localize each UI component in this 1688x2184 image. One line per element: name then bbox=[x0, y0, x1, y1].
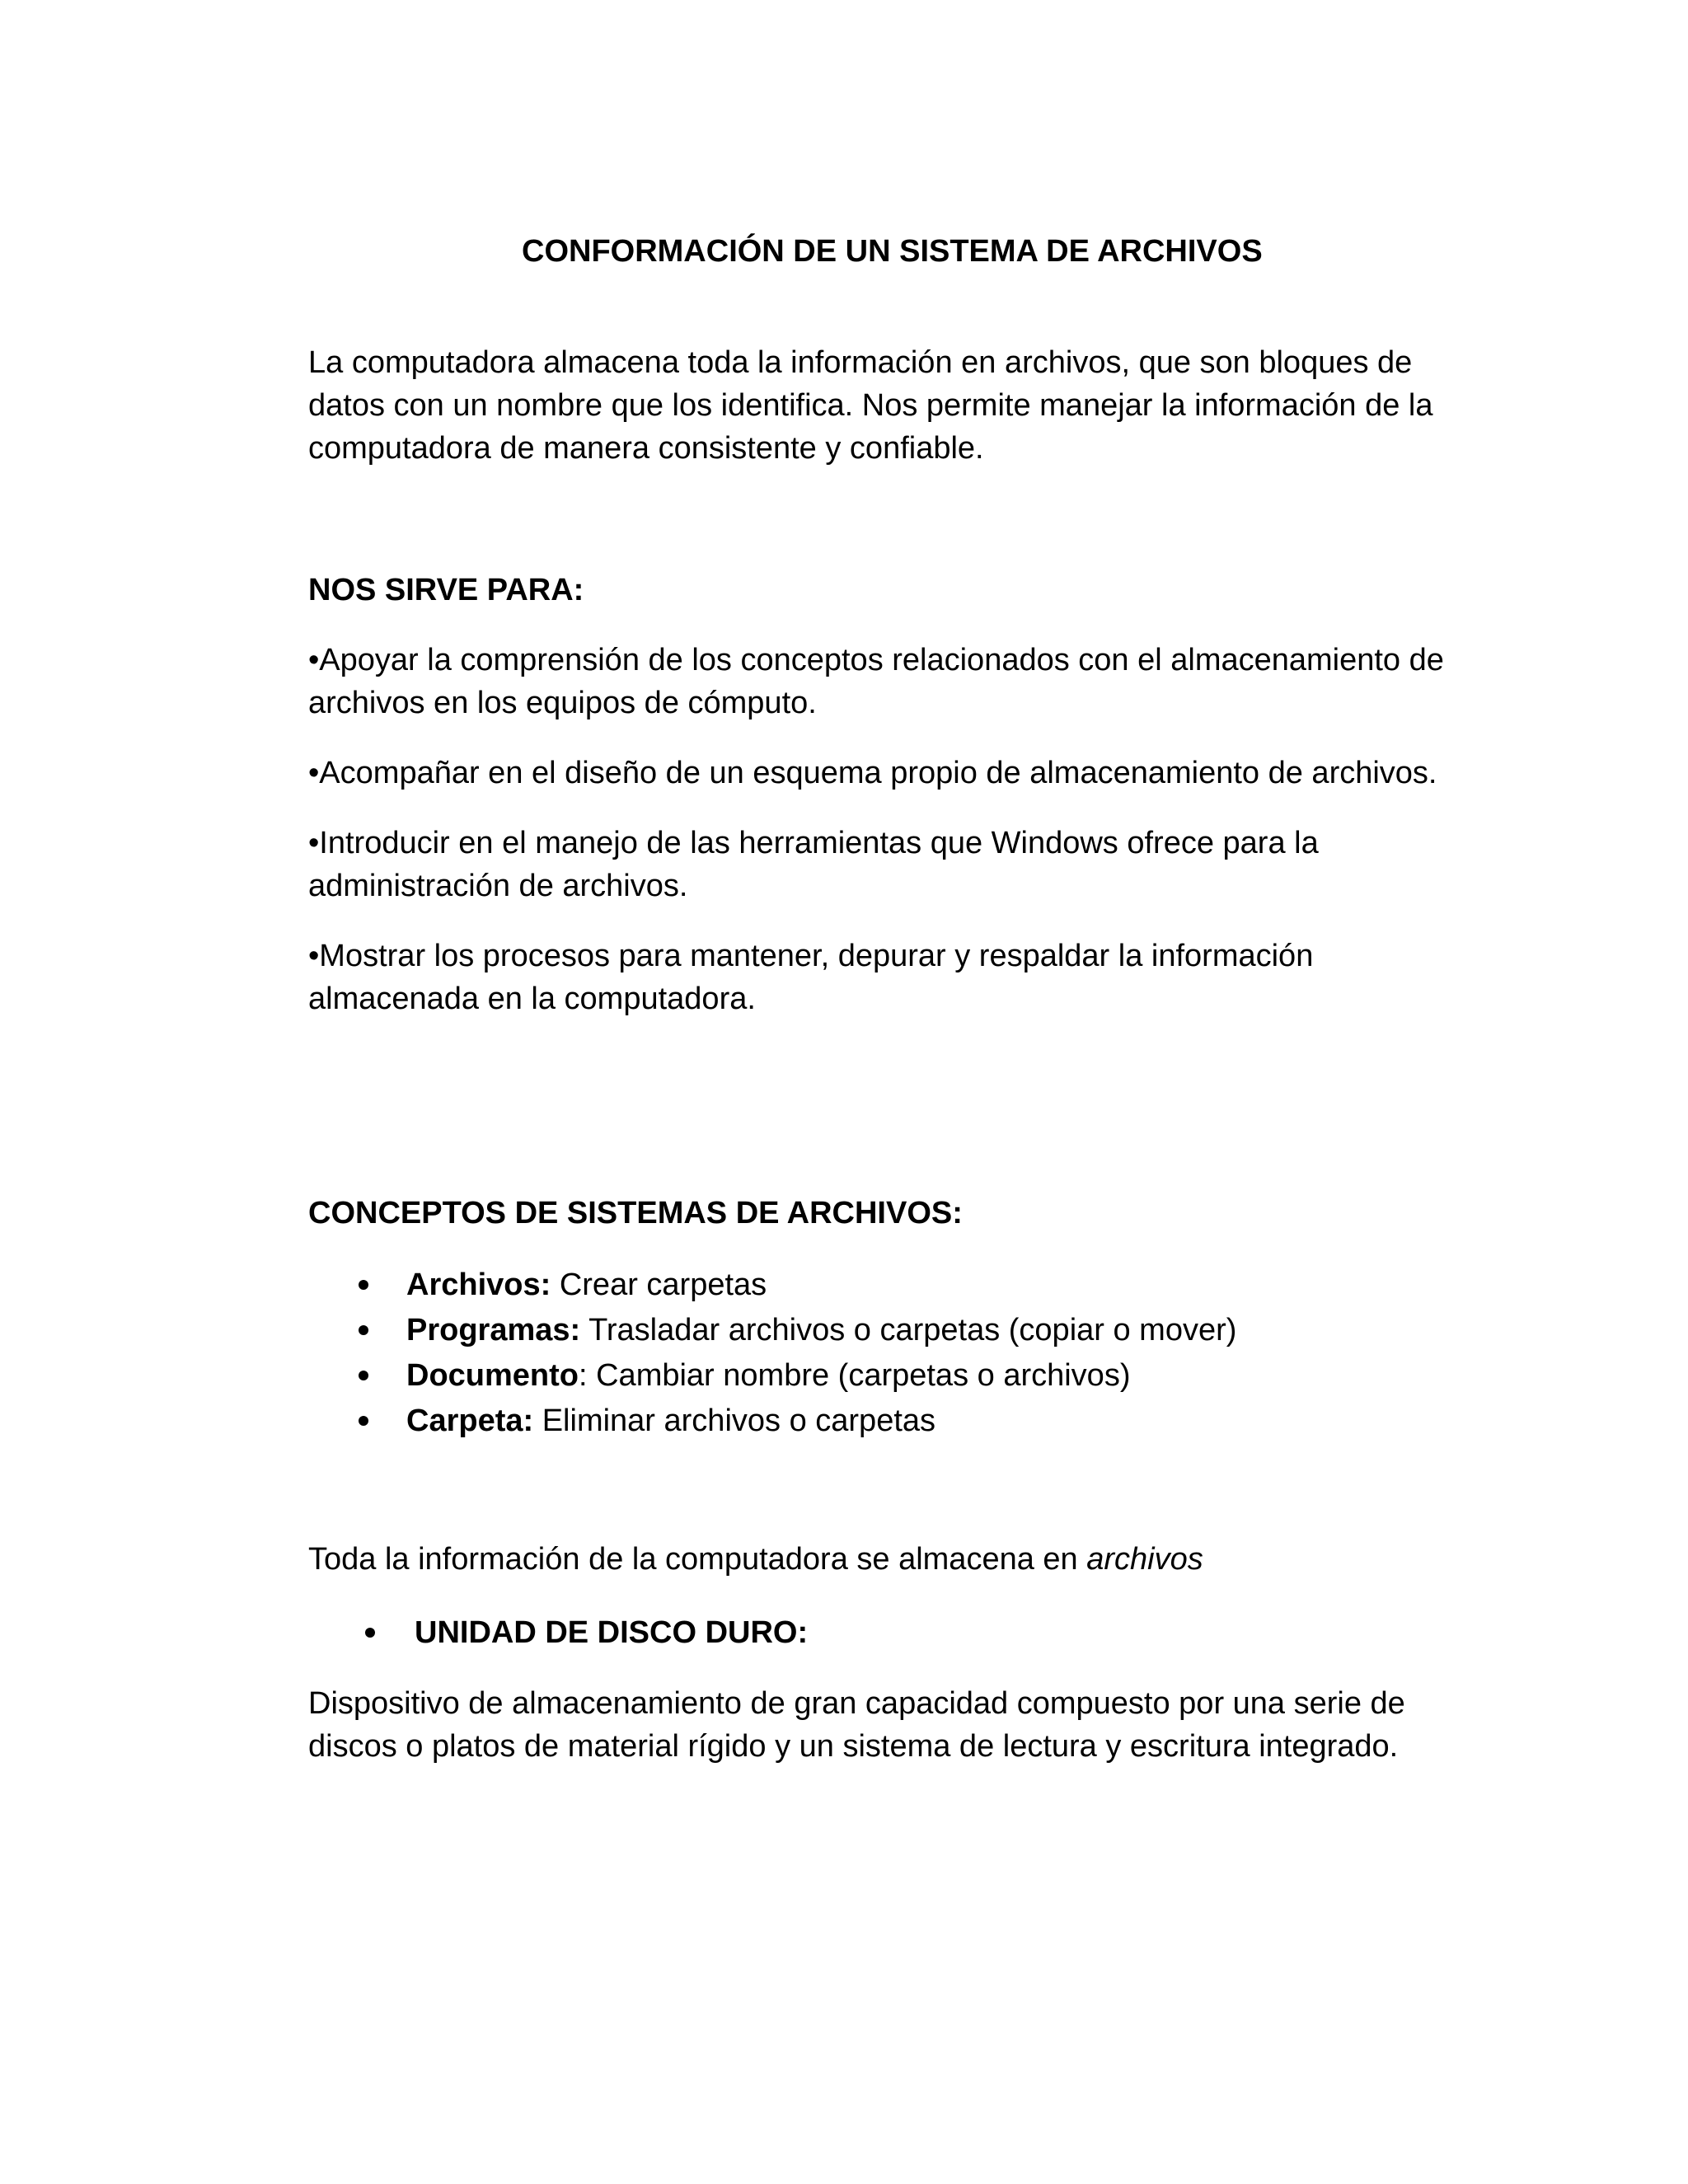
concept-item-1 bbox=[406, 1263, 767, 1306]
storage-sentence bbox=[308, 1538, 1203, 1581]
concept-item-2 bbox=[406, 1309, 1236, 1352]
concept-term-2: Programas: bbox=[406, 1313, 581, 1347]
hdd-line-2: discos o platos de material rígido y un sistema de lectura y escritura integrado. bbox=[308, 1729, 1399, 1764]
concept-bullet-4 bbox=[359, 1416, 368, 1426]
purpose-line-4: •Introducir en el manejo de las herramientas que Windows ofrece para la bbox=[308, 826, 1319, 860]
section-heading-concepts: CONCEPTOS DE SISTEMAS DE ARCHIVOS: bbox=[308, 1196, 963, 1230]
purpose-line-3: •Acompañar en el diseño de un esquema propio de almacenamiento de archivos. bbox=[308, 756, 1437, 790]
purpose-line-7: almacenada en la computadora. bbox=[308, 982, 756, 1016]
concept-bullet-1 bbox=[359, 1280, 368, 1290]
concept-desc-4: Eliminar archivos o carpetas bbox=[533, 1404, 936, 1438]
purpose-line-2: archivos en los equipos de cómputo. bbox=[308, 686, 817, 720]
concept-item-4 bbox=[406, 1399, 935, 1442]
section-heading-purpose: NOS SIRVE PARA: bbox=[308, 573, 584, 607]
concept-bullet-2 bbox=[359, 1325, 368, 1335]
purpose-line-5: administración de archivos. bbox=[308, 869, 688, 903]
concept-term-4: Carpeta: bbox=[406, 1404, 534, 1438]
storage-sentence-emphasis: archivos bbox=[1086, 1542, 1203, 1577]
concept-desc-2: Trasladar archivos o carpetas (copiar o mover) bbox=[580, 1313, 1237, 1347]
concept-term-3: Documento bbox=[406, 1358, 579, 1393]
purpose-line-1: •Apoyar la comprensión de los conceptos relacionados con el almacenamiento de bbox=[308, 643, 1444, 677]
concept-bullet-3 bbox=[359, 1371, 368, 1380]
hdd-heading: UNIDAD DE DISCO DURO: bbox=[415, 1615, 809, 1650]
document-title: CONFORMACIÓN DE UN SISTEMA DE ARCHIVOS bbox=[522, 234, 1263, 269]
storage-sentence-text: Toda la información de la computadora se almacena en bbox=[308, 1542, 1087, 1577]
intro-line-2: datos con un nombre que los identifica. Nos permite manejar la información de la bbox=[308, 388, 1433, 423]
hdd-bullet bbox=[365, 1628, 375, 1638]
hdd-line-1: Dispositivo de almacenamiento de gran capacidad compuesto por una serie de bbox=[308, 1686, 1405, 1721]
concept-desc-1: Crear carpetas bbox=[551, 1268, 767, 1302]
intro-line-1: La computadora almacena toda la información en archivos, que son bloques de bbox=[308, 345, 1413, 380]
purpose-line-6: •Mostrar los procesos para mantener, depurar y respaldar la información bbox=[308, 939, 1314, 973]
concept-desc-3: : Cambiar nombre (carpetas o archivos) bbox=[579, 1358, 1131, 1393]
concept-term-1: Archivos: bbox=[406, 1268, 551, 1302]
concept-item-3 bbox=[406, 1354, 1130, 1397]
intro-line-3: computadora de manera consistente y confiable. bbox=[308, 431, 984, 466]
